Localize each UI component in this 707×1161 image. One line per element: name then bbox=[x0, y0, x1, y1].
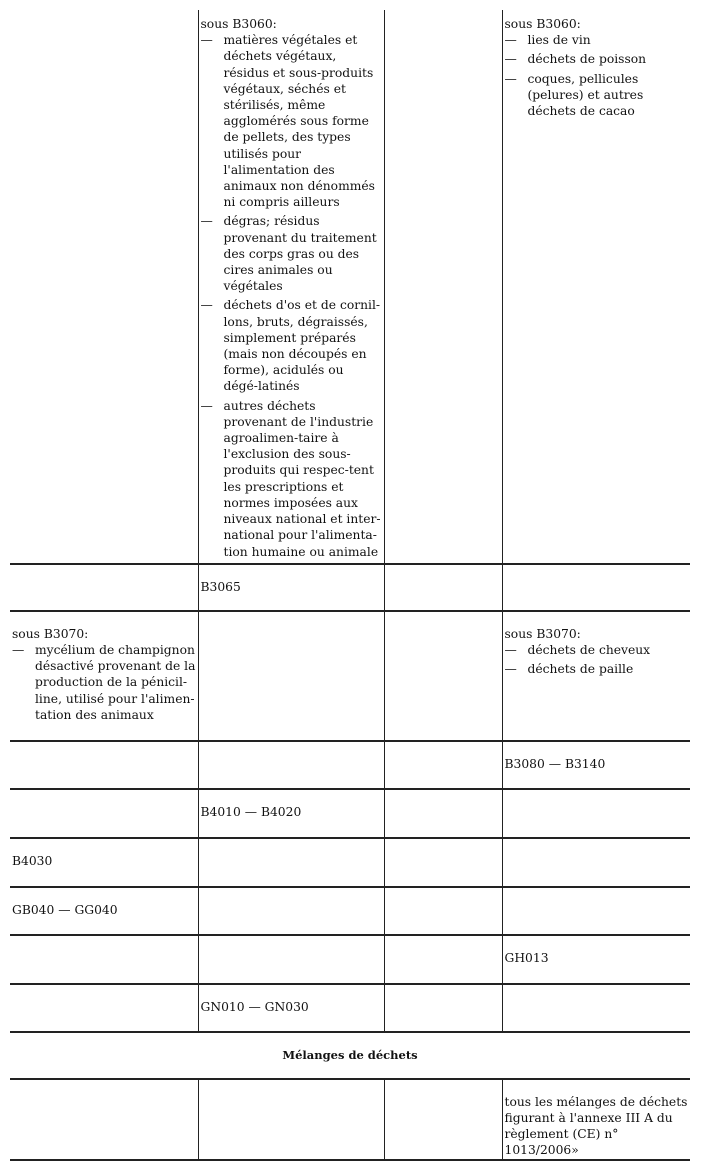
waste-classification-table bbox=[10, 10, 690, 1161]
dash-list bbox=[201, 32, 382, 560]
cell: tous les mélanges de déchets figurant à l'annexe III A du règlement (CE) n° 1013/2006» bbox=[502, 1079, 690, 1160]
dash-list bbox=[12, 642, 196, 723]
dash-marker: — bbox=[504, 33, 517, 48]
dash-marker: — bbox=[504, 642, 517, 657]
cell bbox=[10, 935, 198, 984]
dash-list bbox=[505, 32, 689, 119]
cell bbox=[384, 887, 502, 935]
section-heading: Mélanges de déchets bbox=[10, 1032, 690, 1079]
cell bbox=[198, 611, 384, 741]
dash-marker: — bbox=[12, 642, 25, 657]
list-item: — déchets de poisson bbox=[504, 52, 647, 67]
cell bbox=[198, 741, 384, 789]
table-row bbox=[10, 789, 690, 838]
cell-code: B3065 bbox=[198, 564, 384, 611]
cell bbox=[10, 984, 198, 1032]
cell bbox=[198, 10, 384, 564]
cell bbox=[10, 10, 198, 564]
list-item: — déchets de cheveux bbox=[504, 642, 651, 657]
cell-code: GB040 — GG040 bbox=[10, 887, 198, 935]
table-row bbox=[10, 838, 690, 887]
table-row bbox=[10, 1032, 690, 1079]
table-row bbox=[10, 10, 690, 564]
dash-marker: — bbox=[200, 398, 213, 413]
cell bbox=[384, 611, 502, 741]
cell bbox=[502, 887, 690, 935]
cell-lead: sous B3060: bbox=[200, 17, 277, 31]
cell bbox=[198, 838, 384, 887]
cell-code: B4010 — B4020 bbox=[198, 789, 384, 838]
cell bbox=[198, 1079, 384, 1160]
list-item: — lies de vin bbox=[504, 33, 591, 48]
cell bbox=[384, 789, 502, 838]
dash-list bbox=[505, 642, 689, 677]
cell bbox=[198, 887, 384, 935]
table-row bbox=[10, 887, 690, 935]
list-item: — dégras; résidus provenant du traitement des corps gras ou des cires animales ou végétales bbox=[200, 214, 377, 294]
cell bbox=[502, 984, 690, 1032]
cell bbox=[502, 611, 690, 741]
list-item: — déchets de paille bbox=[504, 662, 634, 677]
table-row bbox=[10, 935, 690, 984]
cell bbox=[10, 611, 198, 741]
cell bbox=[384, 741, 502, 789]
dash-marker: — bbox=[504, 662, 517, 677]
table-row bbox=[10, 564, 690, 611]
dash-marker: — bbox=[504, 71, 517, 86]
cell bbox=[384, 564, 502, 611]
list-item: — autres déchets provenant de l'industrie agroalimen-taire à l'exclusion des sous-produits qui respec-tent les prescriptions et normes imposées aux niveaux national et inter-national pour l'alimenta-tion humaine ou animale bbox=[200, 398, 381, 559]
dash-marker: — bbox=[504, 52, 517, 67]
table-row bbox=[10, 984, 690, 1032]
table-row bbox=[10, 741, 690, 789]
cell bbox=[10, 1079, 198, 1160]
cell bbox=[384, 838, 502, 887]
list-item: — déchets d'os et de cornil-lons, bruts, dégraissés, simplement préparés (mais non découpés en forme), acidulés ou dégé-latinés bbox=[200, 298, 381, 394]
cell-code: GH013 bbox=[502, 935, 690, 984]
cell bbox=[502, 789, 690, 838]
list-item: — coques, pellicules (pelures) et autres déchets de cacao bbox=[504, 71, 644, 119]
cell-lead: sous B3070: bbox=[504, 626, 581, 641]
cell bbox=[384, 935, 502, 984]
cell bbox=[384, 10, 502, 564]
dash-marker: — bbox=[200, 214, 213, 229]
cell bbox=[10, 789, 198, 838]
cell bbox=[10, 741, 198, 789]
dash-marker: — bbox=[200, 33, 213, 48]
cell-lead: sous B3070: bbox=[12, 626, 89, 641]
cell-code: B4030 bbox=[10, 838, 198, 887]
list-item: — mycélium de champignon désactivé provenant de la production de la pénicil-line, utilisé pour l'alimen-tation des animaux bbox=[12, 642, 196, 722]
table-row bbox=[10, 611, 690, 741]
cell bbox=[10, 564, 198, 611]
cell bbox=[502, 564, 690, 611]
cell-code: B3080 — B3140 bbox=[502, 741, 690, 789]
cell bbox=[502, 838, 690, 887]
cell bbox=[502, 10, 690, 564]
cell bbox=[384, 1079, 502, 1160]
cell-lead: sous B3060: bbox=[504, 17, 581, 31]
cell bbox=[384, 984, 502, 1032]
table-row bbox=[10, 1079, 690, 1160]
dash-marker: — bbox=[200, 298, 213, 313]
cell bbox=[198, 935, 384, 984]
cell-code: GN010 — GN030 bbox=[198, 984, 384, 1032]
list-item: — matières végétales et déchets végétaux, résidus et sous-produits végétaux, séchés et stérilisés, même agglomérés sous forme de pellets, des types utilisés pour l'alimentation des animaux non dénommés ni compris ailleurs bbox=[200, 33, 375, 210]
